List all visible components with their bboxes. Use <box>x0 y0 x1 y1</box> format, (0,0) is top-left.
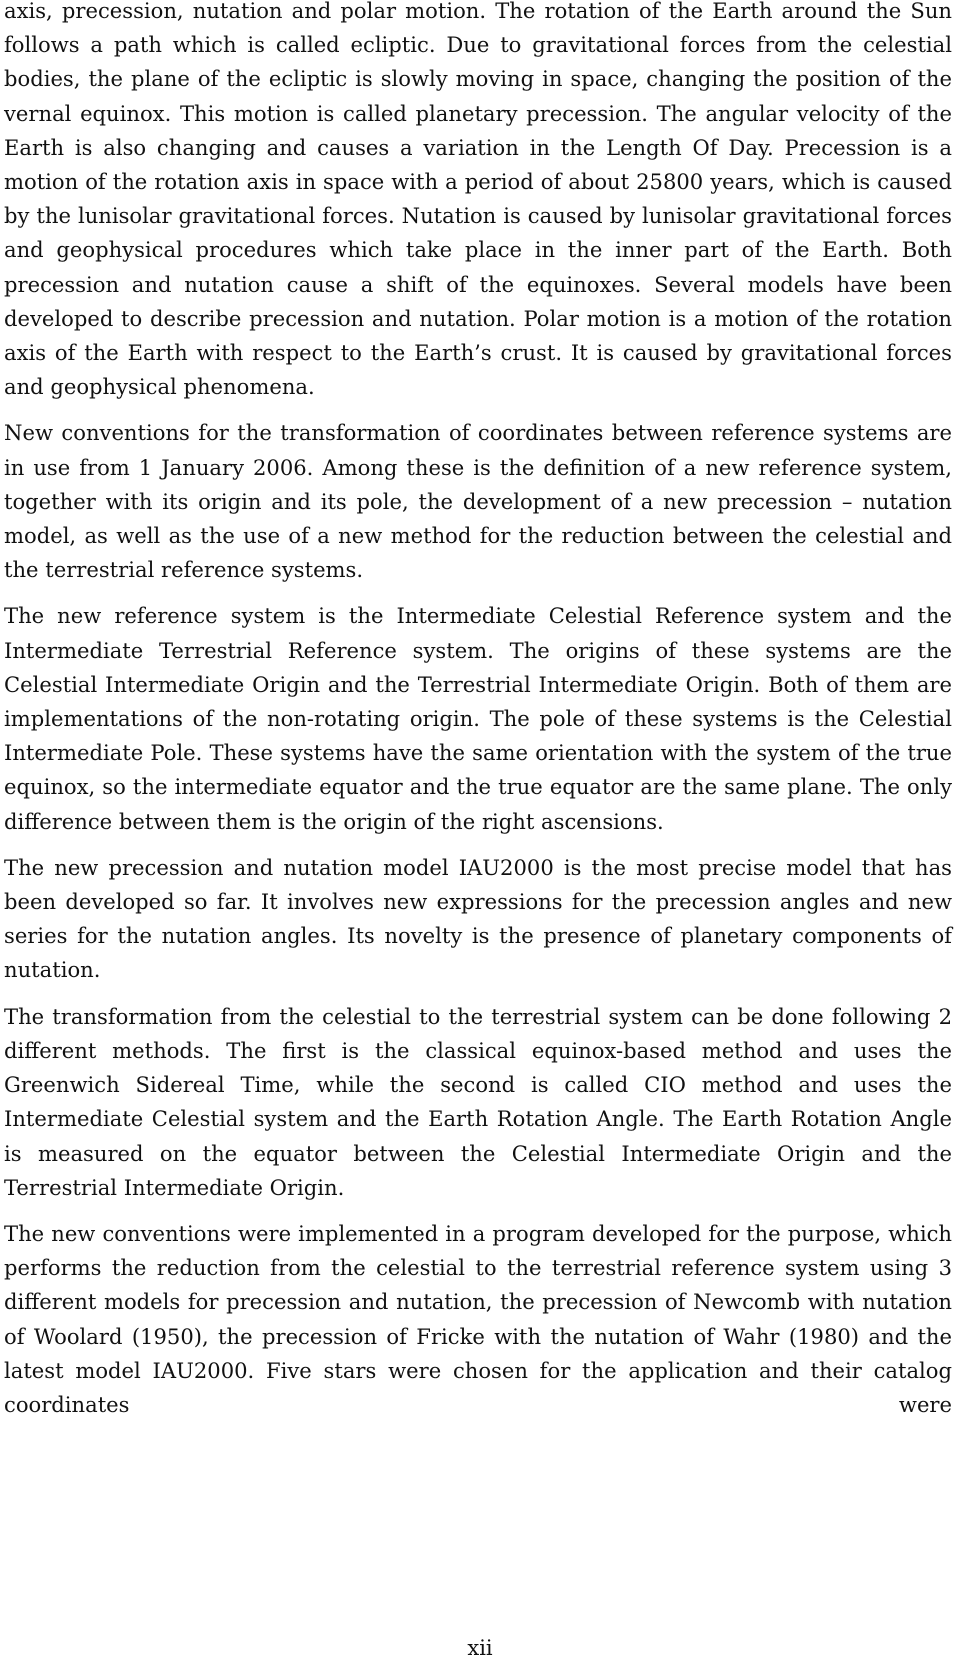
paragraph-transformation-methods: The transformation from the celestial to the terrestrial system can be done following 2 different methods. The first is the classical equinox-based method and uses the Greenwich Sidereal Time, while the second is called CIO method and uses the Intermediate Celestial system and the Earth Rotation Angle. The Earth Rotation Angle is measured on the equator between the Celestial Intermediate Origin and the Terrestrial Intermediate Origin. <box>4 1003 952 1200</box>
page-number: xii <box>467 1636 493 1660</box>
document-page <box>4 0 952 1434</box>
paragraph-earth-motions: axis, precession, nutation and polar motion. The rotation of the Earth around the Sun follows a path which is called ecliptic. Due to gravitational forces from the celestial bodies, the plane of the ecliptic is slowly moving in space, changing the position of the vernal equinox. This motion is called planetary precession. The angular velocity of the Earth is also changing and causes a variation in the Length Of Day. Precession is a motion of the rotation axis in space with a period of about 25800 years, which is caused by the lunisolar gravitational forces. Nutation is caused by lunisolar gravitational forces and geophysical procedures which take place in the inner part of the Earth. Both precession and nutation cause a shift of the equinoxes. Several models have been developed to describe precession and nutation. Polar motion is a motion of the rotation axis of the Earth with respect to the Earth’s crust. It is caused by gravitational forces and geophysical phenomena. <box>4 0 952 400</box>
paragraph-new-conventions: New conventions for the transformation of coordinates between reference systems are in use from 1 January 2006. Among these is the definition of a new reference system, together with its origin and its pole, the development of a new precession – nutation model, as well as the use of a new method for the reduction between the celestial and the terrestrial reference systems. <box>4 420 952 583</box>
paragraph-reference-system: The new reference system is the Intermediate Celestial Reference system and the Intermediate Terrestrial Reference system. The origins of these systems are the Celestial Intermediate Origin and the Terrestrial Intermediate Origin. Both of them are implementations of the non-rotating origin. The pole of these systems is the Celestial Intermediate Pole. These systems have the same orientation with the system of the true equinox, so the intermediate equator and the true equator are the same plane. The only difference between them is the origin of the right ascensions. <box>4 603 952 834</box>
paragraph-program-implementation: The new conventions were implemented in a program developed for the purpose, which performs the reduction from the celestial to the terrestrial reference system using 3 different models for precession and nutation, the precession of Newcomb with nutation of Woolard (1950), the precession of Fricke with the nutation of Wahr (1980) and the latest model IAU2000. Five stars were chosen for the application and their catalog coordinates were <box>4 1220 952 1417</box>
paragraph-iau2000-model: The new precession and nutation model IAU2000 is the most precise model that has been developed so far. It involves new expressions for the precession angles and new series for the nutation angles. Its novelty is the presence of planetary components of nutation. <box>4 854 952 983</box>
